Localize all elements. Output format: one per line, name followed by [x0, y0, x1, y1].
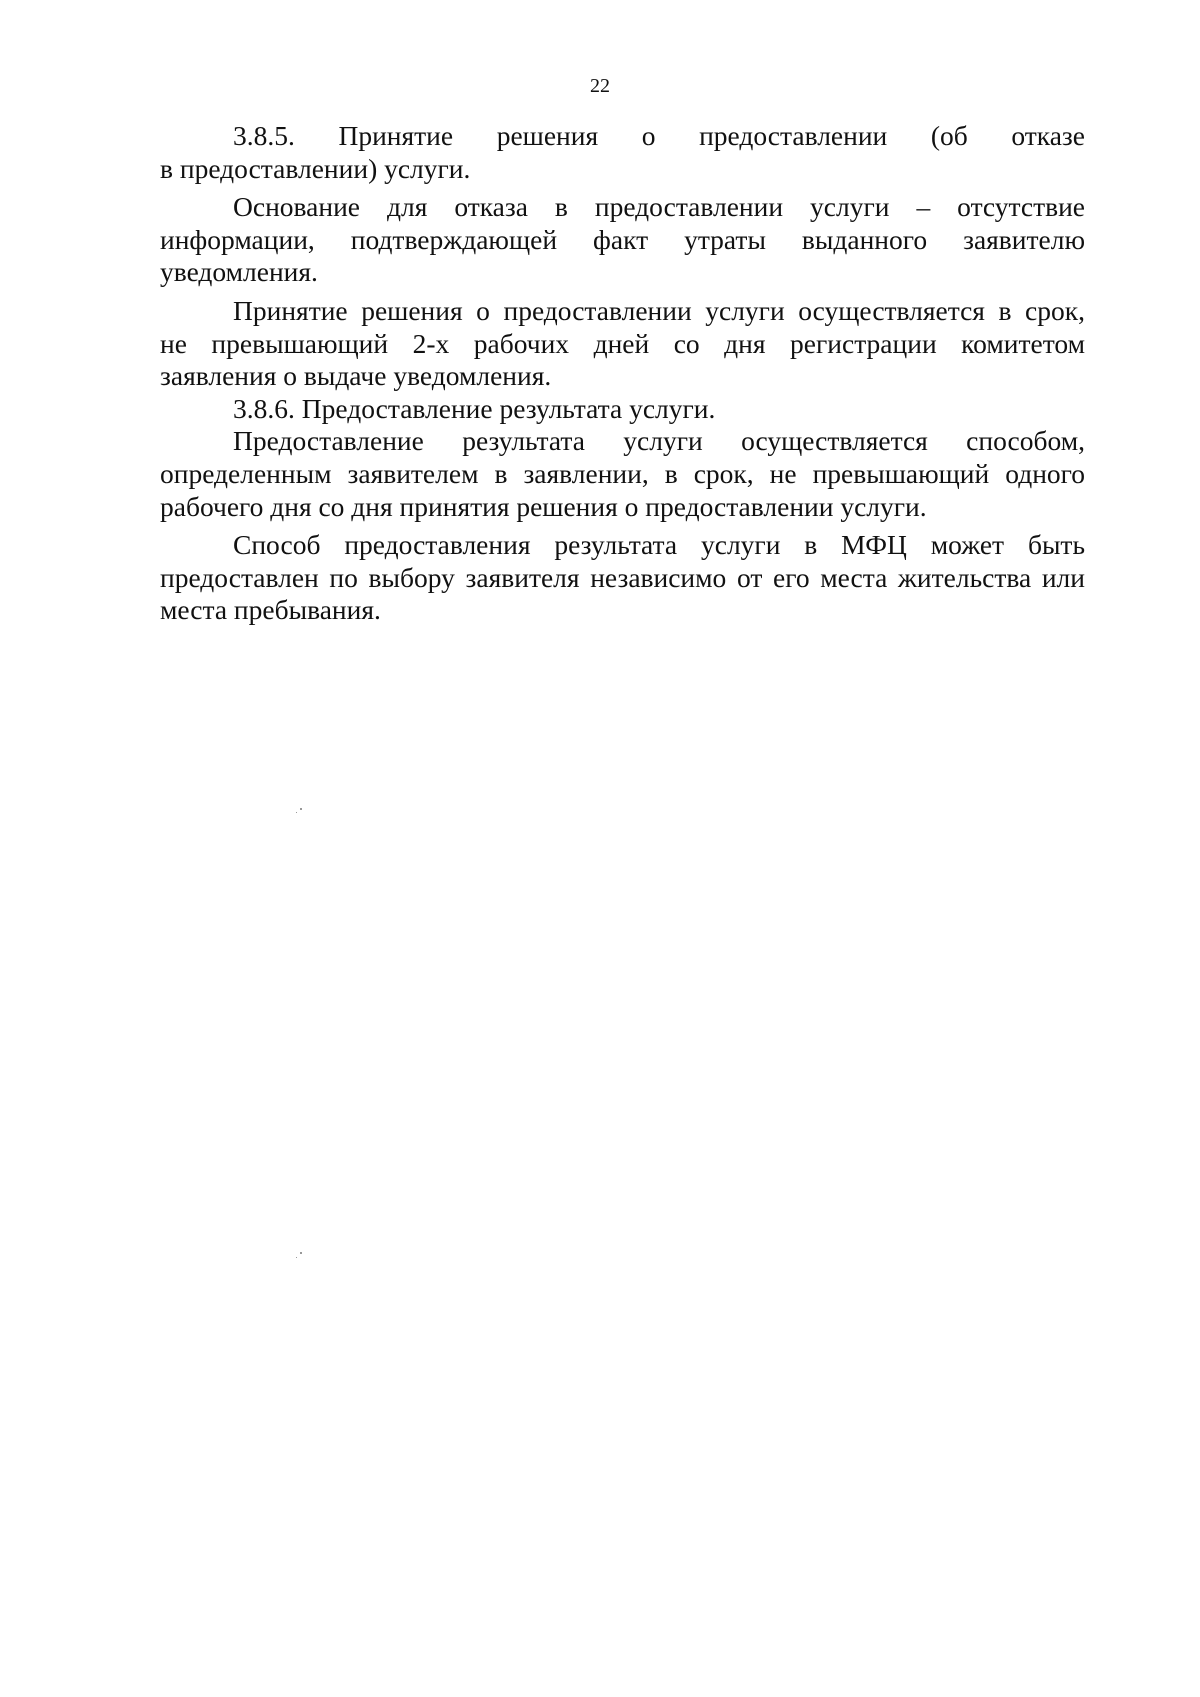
scan-speck	[296, 1257, 297, 1258]
paragraph-section-3-8-6	[160, 393, 1085, 426]
paragraph-section-3-8-5	[160, 120, 1085, 185]
paragraph-mfc-option	[160, 529, 1085, 627]
text-line: в предоставлении) услуги.	[160, 152, 471, 184]
text-line: Основание для отказа в предоставлении услуги – отсутствие	[233, 191, 1085, 223]
text-line: 3.8.6. Предоставление результата услуги.	[233, 392, 716, 424]
text-line: уведомления.	[160, 256, 318, 288]
text-line: не превышающий 2-х рабочих дней со дня регистрации комитетом	[160, 327, 1085, 359]
text-line: Предоставление результата услуги осуществляется способом,	[233, 425, 1085, 457]
document-body	[160, 120, 1085, 627]
scan-speck	[300, 1252, 302, 1254]
text-line: 3.8.5. Принятие решения о предоставлении (об отказе	[233, 120, 1085, 151]
scan-speck	[300, 808, 302, 810]
paragraph-refusal-basis	[160, 191, 1085, 289]
text-line: рабочего дня со дня принятия решения о предоставлении услуги.	[160, 490, 927, 522]
text-line: Способ предоставления результата услуги в МФЦ может быть	[233, 529, 1085, 561]
scan-speck	[296, 812, 297, 813]
paragraph-result-provision	[160, 425, 1085, 523]
text-line: Принятие решения о предоставлении услуги осуществляется в срок,	[233, 294, 1085, 326]
text-line: места пребывания.	[160, 594, 381, 626]
text-line: определенным заявителем в заявлении, в срок, не превышающий одного	[160, 457, 1085, 489]
text-line: информации, подтверждающей факт утраты выданного заявителю	[160, 223, 1085, 255]
text-line: предоставлен по выбору заявителя независимо от его места жительства или	[160, 561, 1085, 593]
paragraph-decision-term	[160, 295, 1085, 393]
text-line: заявления о выдаче уведомления.	[160, 360, 552, 392]
page-number: 22	[590, 75, 610, 97]
